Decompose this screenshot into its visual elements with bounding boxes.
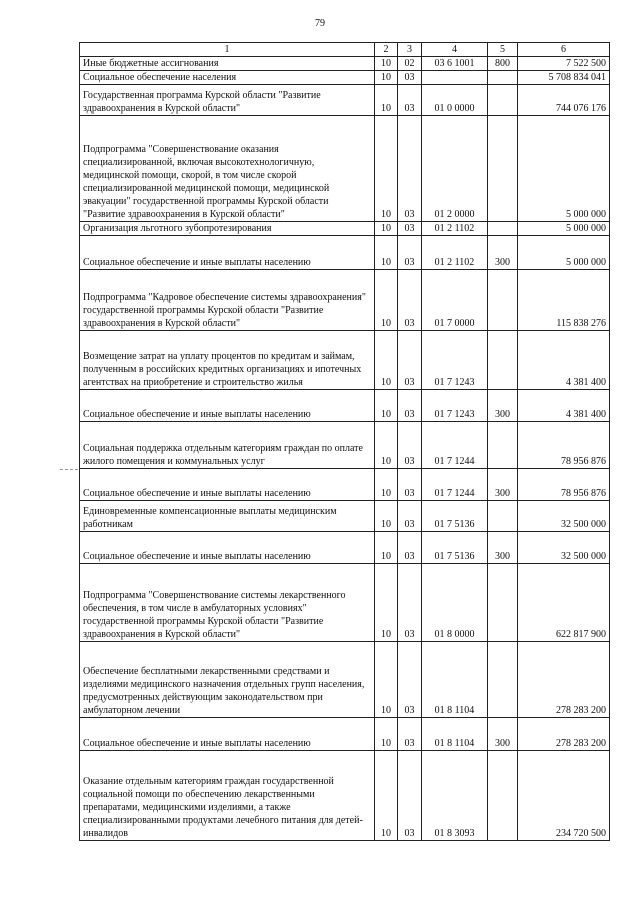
row-section: 10	[375, 718, 398, 751]
row-target-article: 01 2 0000	[422, 116, 488, 222]
row-subsection: 03	[398, 390, 422, 422]
row-subsection: 03	[398, 469, 422, 501]
row-subsection: 03	[398, 116, 422, 222]
row-name: Возмещение затрат на уплату процентов по кредитам и займам, полученным в российских кредитных организациях и ипотечных агентствах на приобретение и строительство жилья	[80, 331, 375, 390]
row-amount: 5 708 834 041	[518, 71, 610, 85]
row-amount: 5 000 000	[518, 222, 610, 236]
row-name: Государственная программа Курской области "Развитие здравоохранения в Курской области"	[80, 85, 375, 116]
row-target-article: 01 2 1102	[422, 222, 488, 236]
row-expense-type: 300	[488, 390, 518, 422]
row-subsection: 03	[398, 85, 422, 116]
row-amount: 78 956 876	[518, 469, 610, 501]
table-row	[80, 270, 610, 331]
row-amount: 78 956 876	[518, 422, 610, 469]
row-target-article: 01 8 1104	[422, 642, 488, 718]
scan-artifact-mark	[60, 469, 78, 470]
row-name: Социальное обеспечение и иные выплаты населению	[80, 469, 375, 501]
table-row	[80, 85, 610, 116]
row-amount: 5 000 000	[518, 236, 610, 270]
row-section: 10	[375, 331, 398, 390]
row-section: 10	[375, 116, 398, 222]
column-header: 2	[375, 43, 398, 57]
row-subsection: 03	[398, 71, 422, 85]
row-target-article: 01 8 1104	[422, 718, 488, 751]
row-name: Обеспечение бесплатными лекарственными средствами и изделиями медицинского назначения отдельных групп населения, предусмотренных действующим законодательством при амбулаторном лечении	[80, 642, 375, 718]
row-name: Подпрограмма "Совершенствование оказания специализированной, включая высокотехнологичную, медицинской помощи, скорой, в том числе скорой специализированной медицинской помощи, медицинской эвакуации" государственной программы Курской области "Развитие здравоохранения в Курской области"	[80, 116, 375, 222]
row-subsection: 03	[398, 270, 422, 331]
row-section: 10	[375, 57, 398, 71]
row-subsection: 03	[398, 564, 422, 642]
row-expense-type: 300	[488, 532, 518, 564]
row-expense-type: 300	[488, 469, 518, 501]
row-expense-type	[488, 85, 518, 116]
row-name: Подпрограмма "Кадровое обеспечение системы здравоохранения" государственной программы Курской области "Развитие здравоохранения в Курской области"	[80, 270, 375, 331]
row-expense-type	[488, 501, 518, 532]
row-section: 10	[375, 222, 398, 236]
row-target-article: 01 7 1244	[422, 469, 488, 501]
row-subsection: 03	[398, 236, 422, 270]
table-row	[80, 422, 610, 469]
row-name: Организация льготного зубопротезирования	[80, 222, 375, 236]
row-amount: 4 381 400	[518, 331, 610, 390]
column-header: 3	[398, 43, 422, 57]
column-header: 6	[518, 43, 610, 57]
row-target-article	[422, 71, 488, 85]
table-row	[80, 564, 610, 642]
row-expense-type	[488, 331, 518, 390]
row-expense-type	[488, 116, 518, 222]
row-expense-type	[488, 642, 518, 718]
row-expense-type: 300	[488, 236, 518, 270]
table-row	[80, 236, 610, 270]
row-subsection: 03	[398, 501, 422, 532]
table-row	[80, 501, 610, 532]
row-section: 10	[375, 469, 398, 501]
table-row	[80, 116, 610, 222]
row-subsection: 03	[398, 532, 422, 564]
row-subsection: 03	[398, 718, 422, 751]
row-section: 10	[375, 501, 398, 532]
column-header: 5	[488, 43, 518, 57]
row-target-article: 01 7 1243	[422, 390, 488, 422]
row-amount: 4 381 400	[518, 390, 610, 422]
row-subsection: 03	[398, 751, 422, 841]
row-target-article: 01 7 1243	[422, 331, 488, 390]
row-expense-type	[488, 564, 518, 642]
row-expense-type	[488, 71, 518, 85]
row-name: Социальное обеспечение и иные выплаты населению	[80, 236, 375, 270]
row-subsection: 03	[398, 222, 422, 236]
row-name: Подпрограмма "Совершенствование системы лекарственного обеспечения, в том числе в амбулаторных условиях" государственной программы Курской области "Развитие здравоохранения в Курской области"	[80, 564, 375, 642]
row-target-article: 01 2 1102	[422, 236, 488, 270]
row-expense-type	[488, 751, 518, 841]
page-number: 79	[315, 18, 325, 29]
row-amount: 234 720 500	[518, 751, 610, 841]
row-name: Социальное обеспечение и иные выплаты населению	[80, 390, 375, 422]
row-expense-type: 800	[488, 57, 518, 71]
table-row	[80, 390, 610, 422]
row-subsection: 03	[398, 331, 422, 390]
row-subsection: 02	[398, 57, 422, 71]
budget-table	[79, 42, 610, 841]
row-target-article: 01 7 5136	[422, 501, 488, 532]
row-amount: 32 500 000	[518, 532, 610, 564]
row-expense-type	[488, 222, 518, 236]
row-name: Оказание отдельным категориям граждан государственной социальной помощи по обеспечению лекарственными препаратами, медицинскими изделиями, а также специализированными продуктами лечебного питания для детей-инвалидов	[80, 751, 375, 841]
row-section: 10	[375, 270, 398, 331]
row-subsection: 03	[398, 642, 422, 718]
table-row	[80, 532, 610, 564]
table-header-row	[80, 43, 610, 57]
row-target-article: 03 6 1001	[422, 57, 488, 71]
row-target-article: 01 7 0000	[422, 270, 488, 331]
row-amount: 5 000 000	[518, 116, 610, 222]
row-name: Социальное обеспечение и иные выплаты населению	[80, 532, 375, 564]
row-name: Социальное обеспечение населения	[80, 71, 375, 85]
table-row	[80, 222, 610, 236]
row-target-article: 01 8 0000	[422, 564, 488, 642]
row-section: 10	[375, 564, 398, 642]
row-amount: 278 283 200	[518, 642, 610, 718]
row-section: 10	[375, 85, 398, 116]
row-expense-type: 300	[488, 718, 518, 751]
table-row	[80, 642, 610, 718]
row-name: Социальная поддержка отдельным категориям граждан по оплате жилого помещения и коммунальных услуг	[80, 422, 375, 469]
row-target-article: 01 7 1244	[422, 422, 488, 469]
row-section: 10	[375, 236, 398, 270]
row-name: Иные бюджетные ассигнования	[80, 57, 375, 71]
row-section: 10	[375, 422, 398, 469]
row-section: 10	[375, 71, 398, 85]
column-header: 1	[80, 43, 375, 57]
table-row	[80, 331, 610, 390]
column-header: 4	[422, 43, 488, 57]
row-expense-type	[488, 422, 518, 469]
table-row	[80, 718, 610, 751]
row-subsection: 03	[398, 422, 422, 469]
row-name: Социальное обеспечение и иные выплаты населению	[80, 718, 375, 751]
row-section: 10	[375, 751, 398, 841]
table-row	[80, 71, 610, 85]
row-amount: 622 817 900	[518, 564, 610, 642]
row-target-article: 01 8 3093	[422, 751, 488, 841]
row-name: Единовременные компенсационные выплаты медицинским работникам	[80, 501, 375, 532]
row-target-article: 01 7 5136	[422, 532, 488, 564]
row-expense-type	[488, 270, 518, 331]
table-row	[80, 57, 610, 71]
row-amount: 7 522 500	[518, 57, 610, 71]
row-section: 10	[375, 532, 398, 564]
row-amount: 278 283 200	[518, 718, 610, 751]
row-amount: 32 500 000	[518, 501, 610, 532]
table-row	[80, 469, 610, 501]
row-section: 10	[375, 390, 398, 422]
row-amount: 115 838 276	[518, 270, 610, 331]
row-amount: 744 076 176	[518, 85, 610, 116]
table-row	[80, 751, 610, 841]
row-section: 10	[375, 642, 398, 718]
row-target-article: 01 0 0000	[422, 85, 488, 116]
